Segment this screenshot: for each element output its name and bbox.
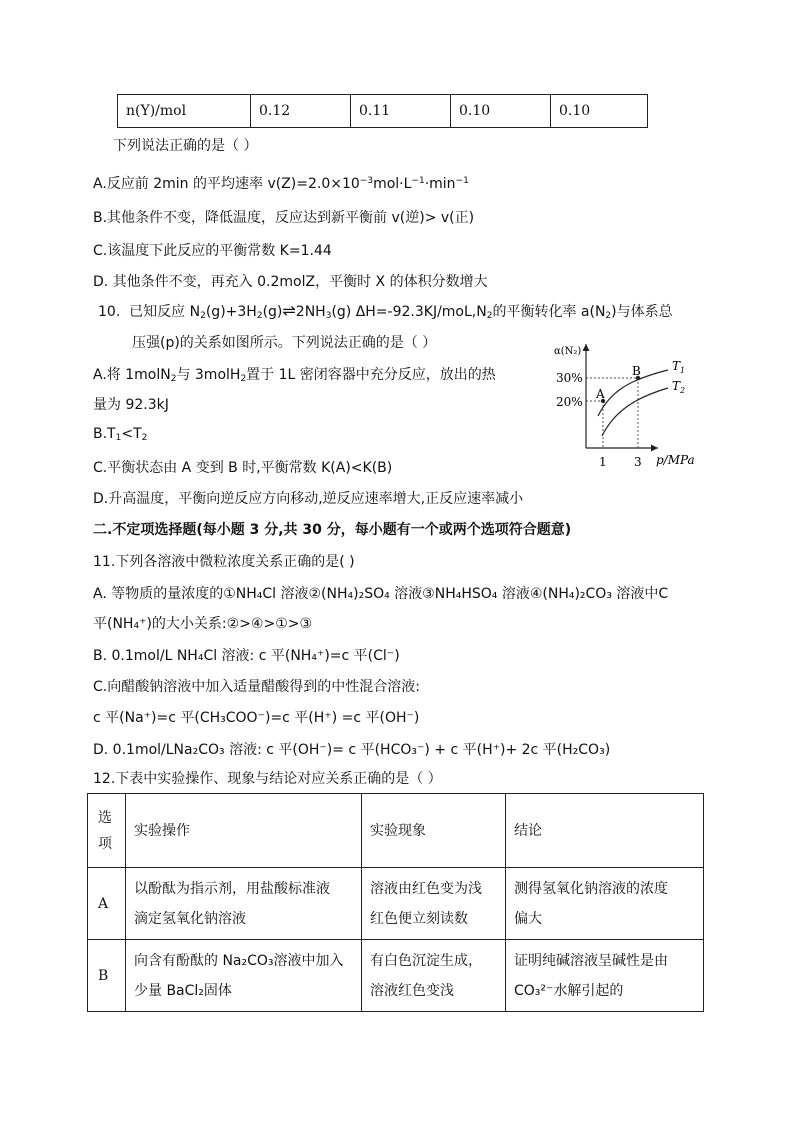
q9-a-text: A.反应前 2min 的平均速率 v(Z)=2.0×10 [93,176,360,192]
q11-option-a-line1: A. 等物质的量浓度的①NH₄Cl 溶液②(NH₄)₂SO₄ 溶液③NH₄HSO₄ 溶液④(NH₄)₂CO₃ 溶液中C [93,586,669,602]
q10-text: (g) [262,304,283,320]
header-conclusion: 结论 [506,794,704,868]
q10-text: (g)+3H [205,304,257,320]
row-b-ph-2: 溶液红色变浅 [370,982,454,999]
q10-option-c: C.平衡状态由 A 变到 B 时,平衡常数 K(A)<K(B) [93,460,393,476]
experiment-table [87,793,704,1012]
graph-label-a: A [596,387,605,401]
row-a-ph-1: 溶液由红色变为浅 [370,880,482,897]
row-b-con-1: 证明纯碱溶液呈碱性是由 [514,952,668,969]
row-a-op-1: 以酚酞为指示剂，用盐酸标准液 [134,880,330,897]
row-b-option: B [88,940,126,1012]
sub: 2 [486,311,493,321]
graph-label-t1 [672,359,685,375]
graph-xlabel: p/MPa [656,453,695,467]
q10-b-text: <T [121,426,142,442]
header-opt-2: 项 [98,835,112,852]
sub: 2 [240,374,247,384]
header-opt-1: 选 [98,809,112,826]
q9-a-exp: −3 [359,176,374,186]
q10-text: (g) ΔH=-92.3KJ/moL,N [331,304,487,320]
row-b-op-1: 向含有酚酞的 Na₂CO₃溶液中加入 [134,952,344,969]
q9-prompt: 下列说法正确的是（ ） [113,138,258,154]
row-b-op-2: 少量 BaCl₂固体 [134,982,232,999]
q9-option-a [93,173,469,193]
row-b-phenomenon [362,940,506,1012]
sub: 2 [605,311,612,321]
sub: 2 [170,374,177,384]
q10-option-d: D.升高温度，平衡向逆反应方向移动,逆反应速率增大,正反应速率减小 [93,491,524,507]
t1-sub: 1 [680,366,686,375]
table-row [88,868,704,940]
table-row [118,95,648,128]
q11-option-c-line1: C.向醋酸钠溶液中加入适量醋酸得到的中性混合溶液: [93,679,420,695]
q10-text: 2NH [295,304,326,320]
q10-a-text: 置于 1L 密闭容器中充分反应，放出的热 [246,367,496,383]
row-a-conclusion [506,868,704,940]
graph-ylabel: α(N₂) [554,346,582,357]
row-b-ph-1: 有白色沉淀生成， [370,952,482,969]
equilibrium-arrow-icon: ⇌ [282,301,296,320]
curve-t2 [602,388,668,436]
row-b-conclusion [506,940,704,1012]
q10-text: 的平衡转化率 a(N [492,304,606,320]
q10-option-a-line1 [93,364,496,384]
q9-a-tail: mol·L [373,176,412,192]
q11-option-a-line2: 平(NH₄⁺)的大小关系:②>④>①>③ [93,616,313,632]
q10-text: )与体系总 [611,304,673,320]
q9-a-tail2: ·min [424,176,456,192]
t1-letter: T [672,359,681,373]
q10-option-b [93,426,147,443]
conversion-pressure-graph [540,336,710,476]
sub: 2 [141,433,148,443]
q11-option-c-line2: c 平(Na⁺)=c 平(CH₃COO⁻)=c 平(H⁺) =c 平(OH⁻) [93,710,420,726]
table-cell: 0.11 [351,95,451,128]
row-a-op-2: 滴定氢氧化钠溶液 [134,910,246,927]
table-cell-label: n(Y)/mol [118,95,251,128]
row-a-con-1: 测得氢氧化钠溶液的浓度 [514,880,668,897]
q9-a-exp2: −1 [411,176,425,186]
row-a-option: A [88,868,126,940]
header-option [88,794,126,868]
header-operation: 实验操作 [126,794,362,868]
data-table-top [117,94,648,128]
row-a-ph-2: 红色便立刻读数 [370,910,468,927]
t2-letter: T [672,379,681,393]
t2-sub: 2 [680,386,686,395]
q10-option-a-line2: 量为 92.3kJ [93,397,169,413]
header-phenomenon: 实验现象 [362,794,506,868]
sub: 2 [256,311,263,321]
q10-a-text: 与 3molH [176,367,241,383]
q10-number: 10. [98,304,121,320]
q9-a-exp3: −1 [455,176,469,186]
row-a-phenomenon [362,868,506,940]
graph-y30: 30% [556,371,583,385]
q10-b-text: B.T [93,426,116,442]
q11-title: 11.下列各溶液中微粒浓度关系正确的是( ) [93,554,355,570]
q10-line1 [98,301,673,321]
q9-option-d: D. 其他条件不变，再充入 0.2molZ，平衡时 X 的体积分数增大 [93,274,488,290]
q12-title: 12.下表中实验操作、现象与结论对应关系正确的是（ ） [93,771,442,787]
graph-label-t2 [672,379,685,395]
graph-label-b: B [632,364,641,378]
sub: 1 [115,433,122,443]
q9-option-c: C.该温度下此反应的平衡常数 K=1.44 [93,243,332,259]
q11-option-b: B. 0.1mol/L NH₄Cl 溶液: c 平(NH₄⁺)=c 平(Cl⁻) [93,648,400,664]
sub: 3 [325,311,332,321]
table-row [88,940,704,1012]
q10-line2: 压强(p)的关系如图所示。下列说法正确的是（ ） [132,335,437,351]
row-b-operation [126,940,362,1012]
graph-x3: 3 [634,455,642,469]
table-cell: 0.10 [451,95,551,128]
q10-a-text: A.将 1molN [93,367,171,383]
graph-y20: 20% [556,395,583,409]
row-a-con-2: 偏大 [514,910,542,927]
table-cell: 0.10 [551,95,648,128]
row-b-con-2: CO₃²⁻水解引起的 [514,982,624,999]
table-cell: 0.12 [251,95,351,128]
q10-text: 已知反应 N [129,304,201,320]
table-header-row [88,794,704,868]
q9-option-b: B.其他条件不变，降低温度，反应达到新平衡前 v(逆)> v(正) [93,210,475,226]
q11-option-d: D. 0.1mol/LNa₂CO₃ 溶液: c 平(OH⁻)= c 平(HCO₃⁻) + c 平(H⁺)+ 2c 平(H₂CO₃) [93,742,611,758]
section-heading: 二.不定项选择题(每小题 3 分,共 30 分，每小题有一个或两个选项符合题意) [93,522,572,538]
sub: 2 [200,311,206,321]
row-a-operation [126,868,362,940]
graph-x1: 1 [599,455,607,469]
